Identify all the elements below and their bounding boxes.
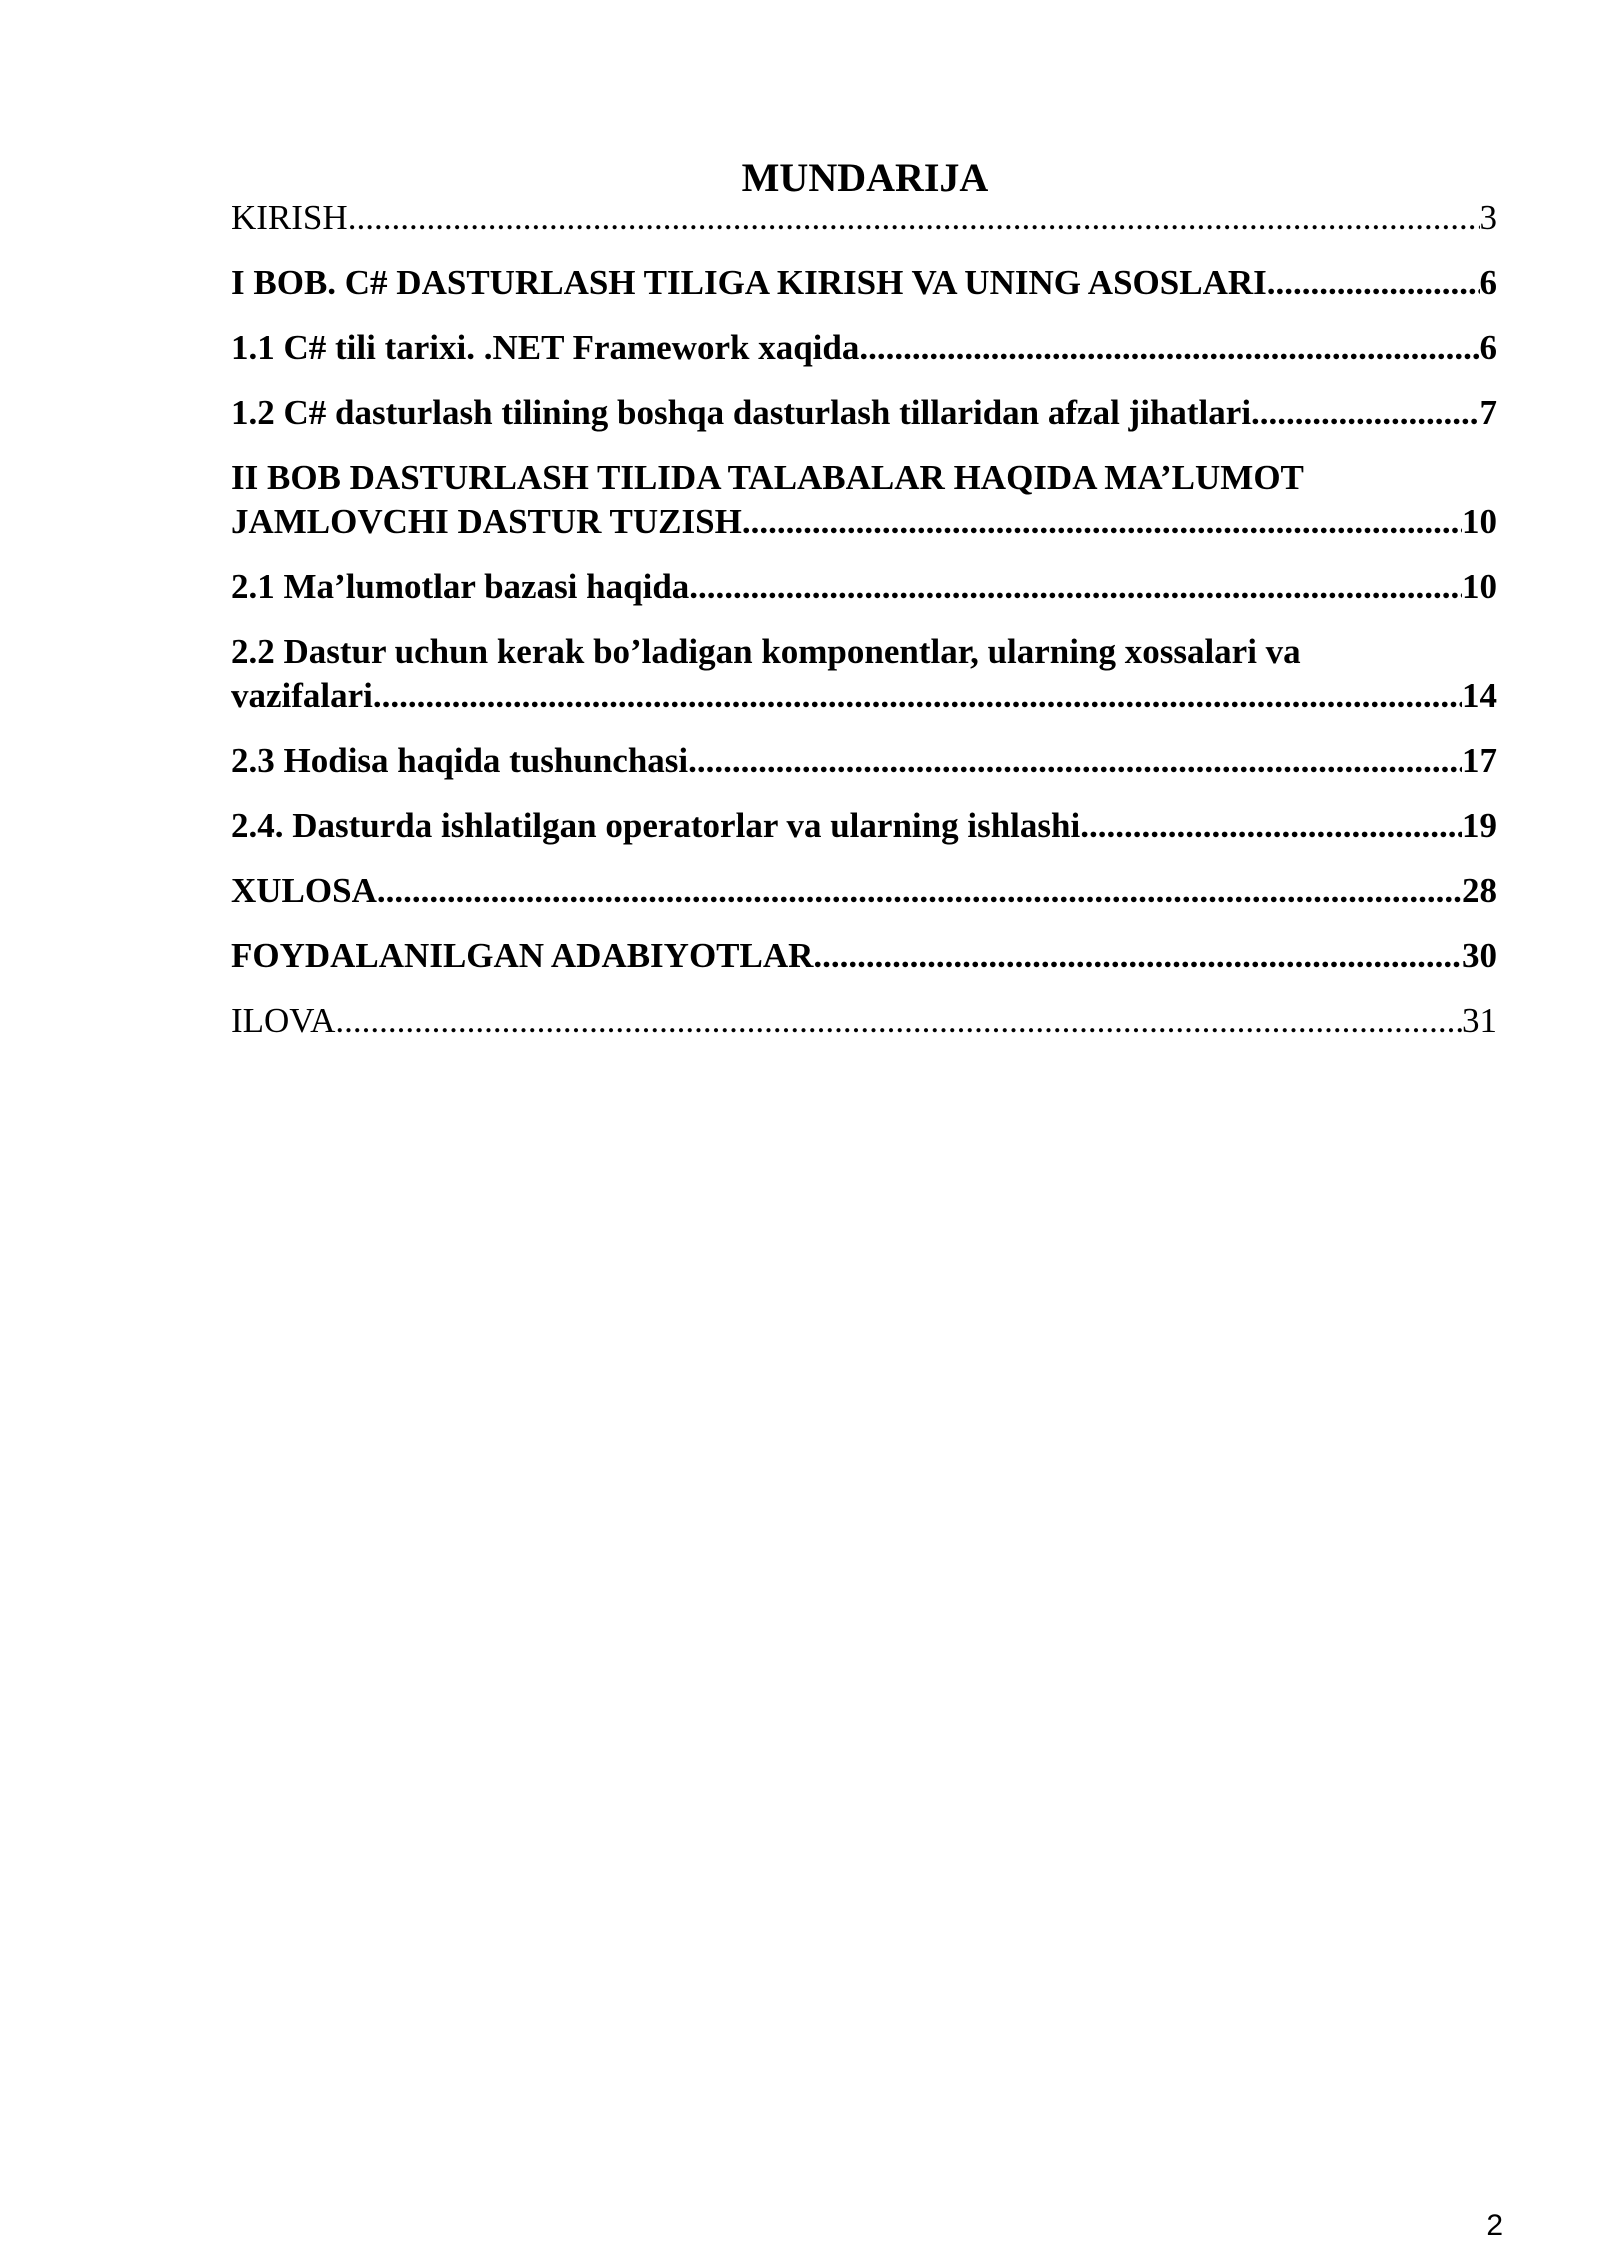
- dot-leader: [377, 869, 1462, 913]
- toc-entry-page-number: 10: [1462, 502, 1497, 541]
- dot-leader: [689, 565, 1462, 609]
- dot-leader: [373, 674, 1462, 718]
- toc-entry-page-number: 28: [1462, 871, 1497, 910]
- table-of-contents: [231, 150, 1497, 1064]
- toc-entry-page-number: 14: [1462, 676, 1497, 715]
- toc-entry-line: [231, 999, 1497, 1043]
- dot-leader: [859, 326, 1479, 370]
- toc-entry-line: [231, 674, 1497, 718]
- toc-entry-page-number: 7: [1479, 393, 1497, 432]
- toc-entry-text: XULOSA: [231, 871, 377, 910]
- toc-entry-line: [231, 804, 1497, 848]
- toc-entry-page-number: 17: [1462, 741, 1497, 780]
- toc-entry-line: [231, 391, 1497, 435]
- toc-entry-text: KIRISH: [231, 198, 348, 237]
- toc-entry-text: 2.1 Ma’lumotlar bazasi haqida: [231, 567, 690, 606]
- dot-leader: [335, 999, 1462, 1043]
- toc-list: [231, 196, 1497, 1043]
- toc-title: MUNDARIJA: [741, 155, 989, 200]
- toc-entry: [231, 261, 1497, 305]
- toc-entry-text: 1.1 C# tili tarixi. .NET Framework xaqida: [231, 328, 860, 367]
- toc-entry-line: [231, 196, 1497, 240]
- toc-entry-line: [231, 326, 1497, 370]
- toc-entry-line: [231, 869, 1497, 913]
- dot-leader: [348, 196, 1480, 240]
- toc-entry: [231, 804, 1497, 848]
- toc-entry-page-number: 3: [1479, 198, 1497, 237]
- toc-entry-text: I BOB. C# DASTURLASH TILIGA KIRISH VA UNING ASOSLARI: [231, 263, 1267, 302]
- toc-entry-page-number: 6: [1479, 328, 1497, 367]
- toc-entry-page-number: 6: [1479, 263, 1497, 302]
- toc-entry: [231, 630, 1497, 718]
- toc-entry: [231, 739, 1497, 783]
- page-number: 2: [1486, 2209, 1503, 2242]
- toc-entry: [231, 999, 1497, 1043]
- toc-entry-text-first-line: II BOB DASTURLASH TILIDA TALABALAR HAQIDA MA’LUMOT: [231, 458, 1304, 497]
- toc-entry-text: 1.2 C# dasturlash tilining boshqa dasturlash tillaridan afzal jihatlari: [231, 393, 1252, 432]
- toc-entry: [231, 869, 1497, 913]
- toc-entry-line: [231, 934, 1497, 978]
- toc-entry-page-number: 30: [1462, 936, 1497, 975]
- toc-entry: [231, 196, 1497, 240]
- toc-entry-page-number: 31: [1462, 1001, 1497, 1040]
- toc-entry: [231, 326, 1497, 370]
- toc-entry-page-number: 10: [1462, 567, 1497, 606]
- toc-entry: [231, 934, 1497, 978]
- dot-leader: [1267, 261, 1480, 305]
- dot-leader: [688, 739, 1462, 783]
- toc-entry-text-first-line: 2.2 Dastur uchun kerak bo’ladigan komponentlar, ularning xossalari va: [231, 632, 1301, 671]
- toc-entry-text: FOYDALANILGAN ADABIYOTLAR: [231, 936, 814, 975]
- toc-entry: [231, 391, 1497, 435]
- toc-entry-text: 2.4. Dasturda ishlatilgan operatorlar va ularning ishlashi: [231, 806, 1081, 845]
- toc-entry-page-number: 19: [1462, 806, 1497, 845]
- dot-leader: [742, 500, 1462, 544]
- toc-entry-line: [231, 739, 1497, 783]
- toc-entry-text: vazifalari: [231, 676, 373, 715]
- toc-entry-text: ILOVA: [231, 1001, 336, 1040]
- dot-leader: [813, 934, 1462, 978]
- toc-entry-line: [231, 261, 1497, 305]
- toc-entry: [231, 456, 1497, 544]
- toc-entry: [231, 565, 1497, 609]
- toc-entry-text: JAMLOVCHI DASTUR TUZISH: [231, 502, 742, 541]
- dot-leader: [1251, 391, 1479, 435]
- toc-entry-line: [231, 565, 1497, 609]
- toc-entry-text: 2.3 Hodisa haqida tushunchasi: [231, 741, 689, 780]
- toc-entry-line: [231, 500, 1497, 544]
- dot-leader: [1080, 804, 1462, 848]
